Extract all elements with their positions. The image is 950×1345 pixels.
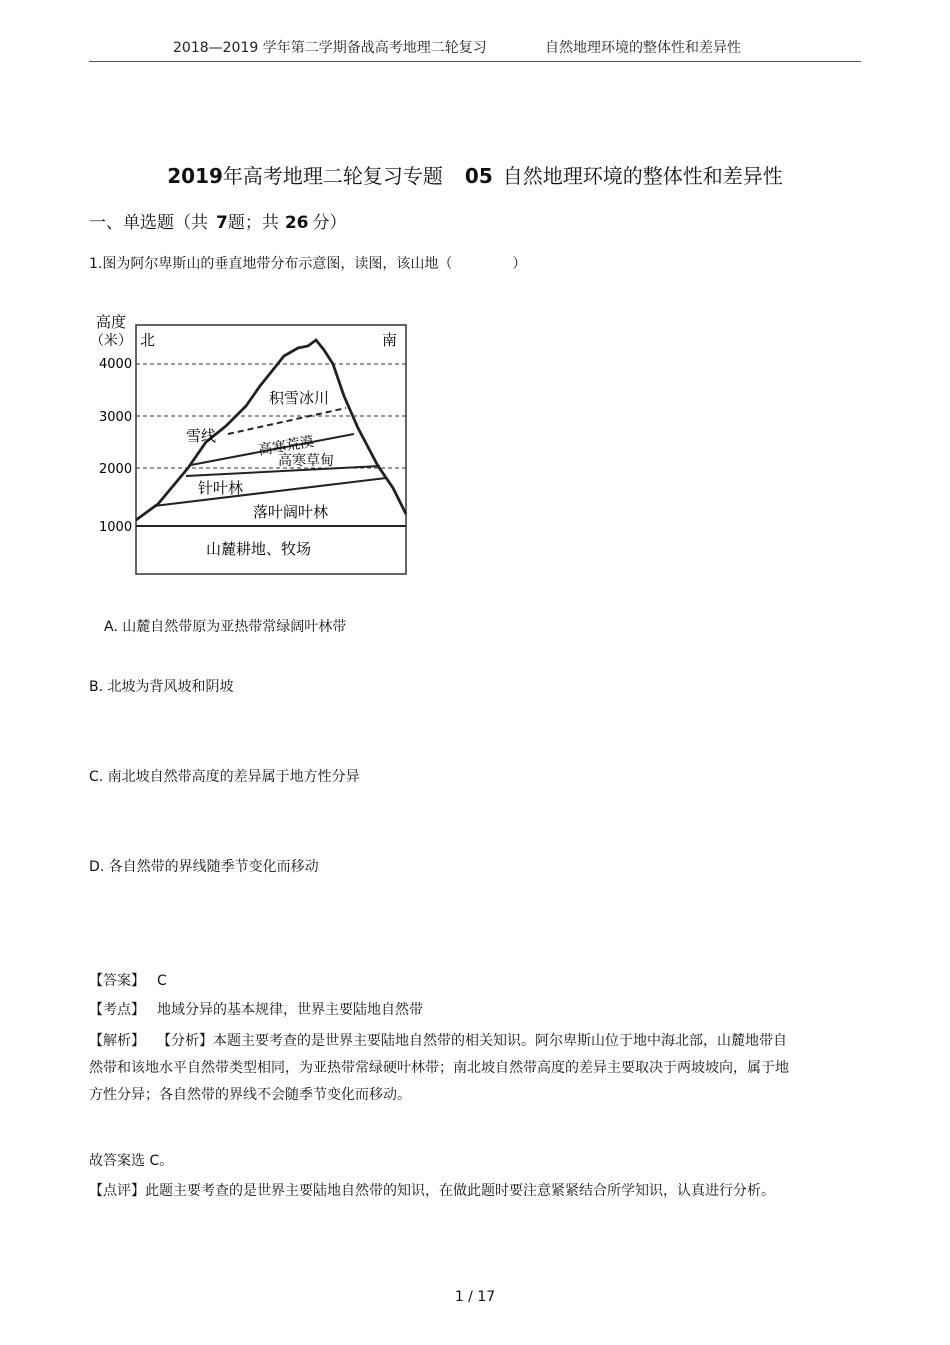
title-num: 05 [464, 164, 493, 188]
point-value: 地域分异的基本规律，世界主要陆地自然带 [157, 1002, 423, 1018]
section-mid: 题；共 [227, 213, 279, 233]
title-part2: 自然地理环境的整体性和差异性 [502, 164, 783, 188]
alps-vertical-zonation-figure [88, 308, 418, 583]
section-count: 7 [216, 213, 228, 233]
zone-deciduous: 落叶阔叶林 [253, 503, 329, 521]
answer-line [89, 968, 167, 995]
question-number: 1. [89, 256, 103, 272]
question-close: ） [512, 256, 527, 272]
question-text: 图为阿尔卑斯山的垂直地带分布示意图，读图，该山地（ [102, 256, 453, 272]
title-part1: 年高考地理二轮复习专题 [222, 164, 443, 188]
tick-3000: 3000 [99, 410, 133, 425]
option-b[interactable]: B. 北坡为背风坡和阴坡 [89, 679, 234, 695]
figure-north-label: 北 [140, 331, 156, 349]
figure-ylabel-1: 高度 [96, 313, 127, 331]
zone-foothill: 山麓耕地、牧场 [206, 540, 312, 558]
comment-paragraph: 【点评】此题主要考查的是世界主要陆地自然带的知识，在做此题时要注意紧紧结合所学知识，认真进行分析。 [89, 1183, 775, 1199]
mountain-outline [136, 340, 406, 520]
boundary-deciduous [154, 478, 386, 506]
zone-alpine-desert: 高寒荒漠 [257, 434, 316, 459]
page-title [0, 160, 950, 189]
conclusion-line: 故答案选 C。 [89, 1153, 174, 1169]
section-score: 26 [284, 213, 309, 233]
answer-label: 【答案】 [89, 973, 145, 989]
question-stem [89, 253, 526, 273]
header-right: 自然地理环境的整体性和差异性 [545, 40, 741, 56]
section-suffix: 分） [312, 213, 347, 233]
section-prefix: 一、单选题（共 [89, 213, 208, 233]
option-d[interactable]: D. 各自然带的界线随季节变化而移动 [89, 859, 319, 875]
tick-1000: 1000 [99, 520, 133, 535]
figure-ylabel-2: （米） [90, 333, 132, 349]
header-left: 2018—2019 学年第二学期备战高考地理二轮复习 [173, 40, 487, 56]
zone-alpine-meadow: 高寒草甸 [278, 453, 334, 469]
option-c[interactable]: C. 南北坡自然带高度的差异属于地方性分异 [89, 769, 360, 785]
analysis-label: 【解析】 [89, 1033, 145, 1049]
zone-coniferous: 针叶林 [198, 479, 244, 497]
header-rule [89, 61, 861, 62]
page-number: 1 / 17 [454, 1289, 496, 1305]
point-label: 【考点】 [89, 1002, 145, 1018]
section-heading [89, 208, 347, 233]
zone-snow-ice: 积雪冰川 [269, 389, 330, 407]
tick-4000: 4000 [99, 357, 133, 372]
zone-snowline-label: 雪线 [186, 427, 217, 445]
point-line [89, 997, 423, 1024]
title-year: 2019 [167, 164, 223, 188]
answer-value: C [157, 973, 167, 989]
option-a[interactable]: A. 山麓自然带原为亚热带常绿阔叶林带 [104, 619, 347, 635]
analysis-text: 【分析】本题主要考查的是世界主要陆地自然带的相关知识。阿尔卑斯山位于地中海北部，山麓地带自然带和该地水平自然带类型相同，为亚热带常绿硬叶林带；南北坡自然带高度的差异主要取决于两坡坡向，属于地方性分异；各自然带的界线不会随季节变化而移动。 [89, 1033, 789, 1103]
figure-south-label: 南 [382, 331, 398, 349]
tick-2000: 2000 [99, 462, 133, 477]
snowline [228, 408, 346, 434]
analysis-paragraph [89, 1028, 789, 1109]
